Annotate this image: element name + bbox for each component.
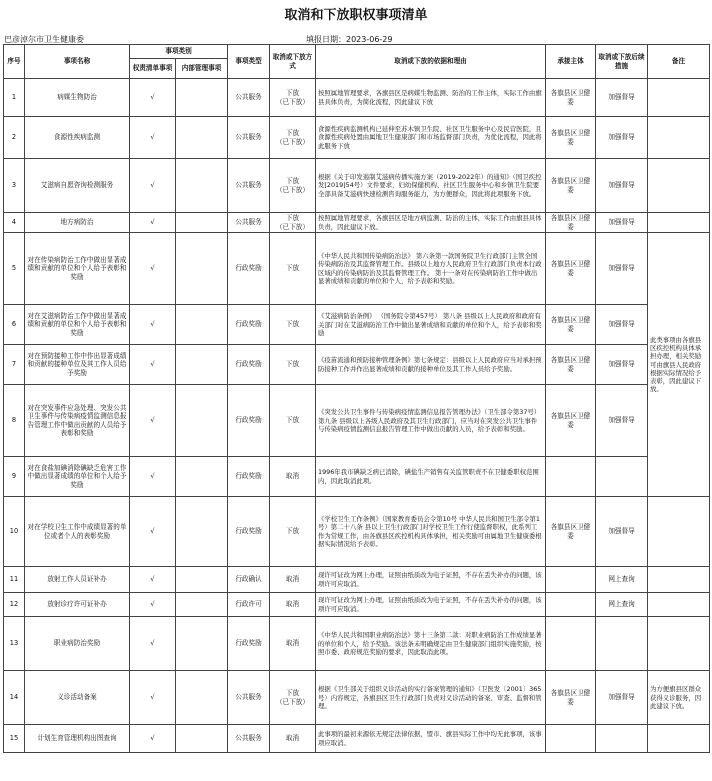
row-method: 下放 （已下放） (270, 79, 316, 117)
row-method: 下放 (270, 233, 316, 305)
row-remark (648, 617, 710, 671)
row-cat-internal (176, 79, 228, 117)
table-row (4, 233, 710, 305)
row-basis: 《中华人民共和国职业病防治法》第十三条第二款：对职业病防治工作成绩显著的单位和个人，给予奖励。该法条未明确规定由卫生健康部门组织实施奖励，按照市委、政府规范奖励的要求，因此取消此项。 (316, 617, 546, 671)
row-remark (648, 567, 710, 593)
table-row (4, 305, 710, 345)
table-row (4, 497, 710, 567)
header-remarks: 备注 (648, 45, 710, 79)
table-row (4, 725, 710, 753)
row-seq: 15 (4, 725, 25, 753)
row-type: 行政奖励 (228, 345, 270, 385)
row-receiver: 各旗县区卫健委 (546, 671, 596, 725)
row-measures: 加强督导 (596, 213, 648, 233)
row-measures: 加强督导 (596, 385, 648, 457)
row-seq: 3 (4, 159, 25, 213)
row-basis: 现许可证改为网上办理，证照由纸质改为电子证照，不存在丢失补办的问题，该项许可应取消。 (316, 593, 546, 617)
row-basis: 《艾滋病防治条例》 （国务院令第457号） 第八条 县级以上人民政府和政府有关部门对在艾滋病防治工作中做出显著成绩和贡献的单位和个人，给予表彰和奖励 (316, 305, 546, 345)
row-cat-internal (176, 233, 228, 305)
row-name: 对在学校卫生工作中成绩显著的单位或者个人的表彰奖励 (25, 497, 130, 567)
header-receiver: 承接主体 (546, 45, 596, 79)
row-basis: 根据《卫生部关于组织义诊活动的实行备案管理的通知》（卫医发〔2001〕365号）内容规定，各旗县区卫生行政部门负责对义诊活动的备案、审查、监督和管理。 (316, 671, 546, 725)
row-receiver: 各旗县区卫健委 (546, 213, 596, 233)
table-row (4, 117, 710, 159)
row-receiver (546, 725, 596, 753)
row-method: 取消 (270, 617, 316, 671)
header-cat-power: 权责清单事项 (130, 59, 176, 79)
row-basis: 《学校卫生工作条例》（国家教育委员会令第10号 中华人民共和国卫生部令第1号）第二十八条 县以上卫生行政部门对学校卫生工作行使监督职权，此系列工作为常规工作，由各旗县区疾控机构具体承担，相关奖励可由属地卫生健康委根据实际情况给予表彰。 (316, 497, 546, 567)
row-type: 公共服务 (228, 159, 270, 213)
row-cat-power-check: √ (130, 497, 176, 567)
fill-date: 填报日期：2023-06-29 (306, 35, 393, 44)
row-receiver (546, 457, 596, 497)
row-cat-internal (176, 345, 228, 385)
row-receiver: 各旗县区卫健委 (546, 497, 596, 567)
row-basis: 《突发公共卫生事件与传染病疫情监测信息报告管理办法》（卫生部令第37号）第九条 县级以上各级人民政府及其卫生行政部门，应当对在突发公共卫生事件与传染病疫情监测信息报告管理工作中做出贡献的人员，给予表彰和奖励。 (316, 385, 546, 457)
row-type: 行政奖励 (228, 305, 270, 345)
page-title: 取消和下放职权事项清单 (284, 8, 428, 23)
table-row (4, 345, 710, 385)
row-measures: 加强督导 (596, 159, 648, 213)
row-seq: 8 (4, 385, 25, 457)
row-name: 职业病防治奖励 (25, 617, 130, 671)
row-type: 行政奖励 (228, 457, 270, 497)
row-seq: 9 (4, 457, 25, 497)
header-measures: 取消或下放后续措施 (596, 45, 648, 79)
row-cat-power-check: √ (130, 213, 176, 233)
row-method: 取消 (270, 725, 316, 753)
table-row (4, 617, 710, 671)
row-cat-internal (176, 671, 228, 725)
table-row (4, 213, 710, 233)
row-cat-internal (176, 567, 228, 593)
row-cat-power-check: √ (130, 305, 176, 345)
row-cat-internal (176, 593, 228, 617)
row-measures: 加强督导 (596, 305, 648, 345)
row-method: 下放 （已下放） (270, 671, 316, 725)
row-receiver: 各旗县区卫健委 (546, 385, 596, 457)
row-remark (648, 593, 710, 617)
row-cat-power-check: √ (130, 617, 176, 671)
row-type: 公共服务 (228, 671, 270, 725)
row-method: 取消 (270, 593, 316, 617)
row-cat-power-check: √ (130, 233, 176, 305)
row-seq: 1 (4, 79, 25, 117)
row-name: 对在突发事件应急处理、突发公共卫生事件与传染病疫情监测信息报告管理工作中做出贡献的人员给予表彰和奖励 (25, 385, 130, 457)
row-cat-power-check: √ (130, 725, 176, 753)
row-type: 公共服务 (228, 117, 270, 159)
row-cat-internal (176, 497, 228, 567)
row-measures: 加强督导 (596, 117, 648, 159)
row-receiver: 各旗县区卫健委 (546, 345, 596, 385)
row-name: 计划生育管理机构出图查询 (25, 725, 130, 753)
row-receiver: 各旗县区卫健委 (546, 305, 596, 345)
row-name: 病媒生物防治 (25, 79, 130, 117)
row-remark (648, 725, 710, 753)
row-cat-power-check: √ (130, 159, 176, 213)
row-measures: 加强督导 (596, 671, 648, 725)
row-cat-power-check: √ (130, 79, 176, 117)
row-cat-power-check: √ (130, 385, 176, 457)
row-seq: 4 (4, 213, 25, 233)
row-measures (596, 725, 648, 753)
merged-note: 此类事项由各旗县区疾控机构具体承担办理，相关奖励可由旗县人民政府根据实际情况给予表彰，因此建议下放。 (648, 233, 710, 497)
row-cat-power-check: √ (130, 593, 176, 617)
row-method: 取消 (270, 567, 316, 593)
row-seq: 11 (4, 567, 25, 593)
row-basis: 食源性疾病监测机构已延伸至苏木镇卫生院、社区卫生服务中心及民营医院，且食源性疾病处置由属地卫生健康部门和市场监督部门负责，为优化流程，因此将此服务下放 (316, 117, 546, 159)
row-method: 下放 (270, 385, 316, 457)
row-method: 下放 (270, 497, 316, 567)
row-basis: 根据《关于印发遏制艾滋病传播实施方案（2019-2022年）的通知》（国卫疾控发[2019]54号）文件要求，妇幼保健机构、社区卫生服务中心和乡镇卫生院要全部具备艾滋病快速检测咨询服务能力，为方便群众，因此将此项服务下放。 (316, 159, 546, 213)
row-type: 行政奖励 (228, 617, 270, 671)
row-name: 放射诊疗许可证补办 (25, 593, 130, 617)
row-seq: 14 (4, 671, 25, 725)
row-basis: 按照属地管理要求，各旗县区是病媒生物监测、防治的工作主体，实际工作由旗县具体负责，为简化流程，因此建议下放 (316, 79, 546, 117)
row-seq: 12 (4, 593, 25, 617)
row-name: 对在预防接种工作中作出显著成绩和贡献的接种单位及其工作人员给予奖励 (25, 345, 130, 385)
row-basis: 《疫苗流通和预防接种管理条例》第七条规定：县级以上人民政府应当对承担预防接种工作并作出显著成绩和贡献的接种单位及其工作人员给予奖励。 (316, 345, 546, 385)
header-type: 事项类型 (228, 45, 270, 79)
row-method: 下放 (270, 305, 316, 345)
row-measures (596, 617, 648, 671)
header-cat-internal: 内部管理事项 (176, 59, 228, 79)
row-seq: 2 (4, 117, 25, 159)
row-remark (648, 79, 710, 117)
row-measures: 加强督导 (596, 497, 648, 567)
table-row (4, 79, 710, 117)
row-name: 地方病防治 (25, 213, 130, 233)
row-cat-internal (176, 457, 228, 497)
row-cat-internal (176, 385, 228, 457)
row-remark (648, 117, 710, 159)
table-row (4, 567, 710, 593)
row-name: 义诊活动备案 (25, 671, 130, 725)
row-name: 对在食盐加碘消除碘缺乏危害工作中做出显著成绩的单位和个人给予奖励 (25, 457, 130, 497)
table-row (4, 593, 710, 617)
table-body (4, 79, 710, 753)
row-receiver (546, 617, 596, 671)
row-type: 行政奖励 (228, 497, 270, 567)
row-type: 行政奖励 (228, 385, 270, 457)
row-method: 下放 (270, 345, 316, 385)
header-category: 事项类别 (130, 45, 228, 59)
row-measures: 网上查询 (596, 593, 648, 617)
header-basis: 取消或下放的依据和理由 (316, 45, 546, 79)
row-receiver: 各旗县区卫健委 (546, 159, 596, 213)
row-name: 食源性疾病监测 (25, 117, 130, 159)
row-seq: 7 (4, 345, 25, 385)
row-measures: 网上查询 (596, 567, 648, 593)
row-basis: 按照属地管理要求，各旗县区是地方病监测、防治的主体，实际工作由旗县具体负责，因此建议下放。 (316, 213, 546, 233)
row-receiver (546, 567, 596, 593)
row-receiver: 各旗县区卫健委 (546, 117, 596, 159)
row-cat-power-check: √ (130, 457, 176, 497)
table-row (4, 671, 710, 725)
row-type: 公共服务 (228, 213, 270, 233)
row-cat-power-check: √ (130, 567, 176, 593)
row-type: 行政许可 (228, 593, 270, 617)
row-remark (648, 213, 710, 233)
row-cat-internal (176, 159, 228, 213)
row-type: 公共服务 (228, 79, 270, 117)
row-cat-power-check: √ (130, 117, 176, 159)
table-row (4, 159, 710, 213)
row-cat-internal (176, 305, 228, 345)
row-name: 艾滋病自愿咨询检测服务 (25, 159, 130, 213)
row-measures: 加强督导 (596, 345, 648, 385)
row-type: 行政确认 (228, 567, 270, 593)
row-cat-power-check: √ (130, 671, 176, 725)
row-basis: 《中华人民共和国传染病防治法》 第六条第一款国务院卫生行政部门主管全国传染病防治及其监督管理工作。县级以上地方人民政府卫生行政部门负责本行政区域内的传染病防治及其监督管理工作。 第十一条对在传染病防治工作中做出显著成绩和贡献的单位和个人，给予表彰和奖励。 (316, 233, 546, 305)
row-receiver: 各旗县区卫健委 (546, 79, 596, 117)
row-remark (648, 159, 710, 213)
row-basis: 此事项的最初来源依无规定法律依据，盟市、旗县实际工作中均无此事项，该事项应取消。 (316, 725, 546, 753)
row-method: 下放 （已下放） (270, 117, 316, 159)
table-row (4, 385, 710, 457)
row-method: 下放 （已下放） (270, 213, 316, 233)
row-measures (596, 457, 648, 497)
row-cat-internal (176, 617, 228, 671)
row-cat-internal (176, 213, 228, 233)
row-cat-power-check: √ (130, 345, 176, 385)
row-remark: 为方便旗县区群众获得义诊服务，因此建议下放。 (648, 671, 710, 725)
row-seq: 10 (4, 497, 25, 567)
row-measures: 加强督导 (596, 233, 648, 305)
row-type: 公共服务 (228, 725, 270, 753)
row-name: 放射工作人员证补办 (25, 567, 130, 593)
row-remark (648, 497, 710, 567)
header-seq: 序号 (4, 45, 25, 79)
header-name: 事项名称 (25, 45, 130, 79)
row-receiver: 各旗县区卫健委 (546, 233, 596, 305)
row-seq: 6 (4, 305, 25, 345)
row-seq: 13 (4, 617, 25, 671)
row-name: 对在传染病防治工作中做出显著成绩和贡献的单位和个人给予表彰和奖励 (25, 233, 130, 305)
row-measures: 加强督导 (596, 79, 648, 117)
row-seq: 5 (4, 233, 25, 305)
row-type: 行政奖励 (228, 233, 270, 305)
row-receiver (546, 593, 596, 617)
issuer: 巴彦淖尔市卫生健康委 (4, 35, 84, 44)
header-method: 取消或下放方式 (270, 45, 316, 79)
row-cat-internal (176, 725, 228, 753)
row-basis: 1996年我市碘缺乏病已消除，碘盐生产销售有关监管职责不在卫健委职权范围内，因此取消此项。 (316, 457, 546, 497)
row-method: 取消 (270, 457, 316, 497)
row-method: 下放 （已下放） (270, 159, 316, 213)
row-basis: 现许可证改为网上办理，证照由纸质改为电子证照，不存在丢失补办的问题，该项许可应取消。 (316, 567, 546, 593)
row-cat-internal (176, 117, 228, 159)
table-row (4, 457, 710, 497)
matters-table (3, 44, 710, 753)
row-name: 对在艾滋病防治工作中做出显著成绩和贡献的单位和个人给予表彰和奖励 (25, 305, 130, 345)
